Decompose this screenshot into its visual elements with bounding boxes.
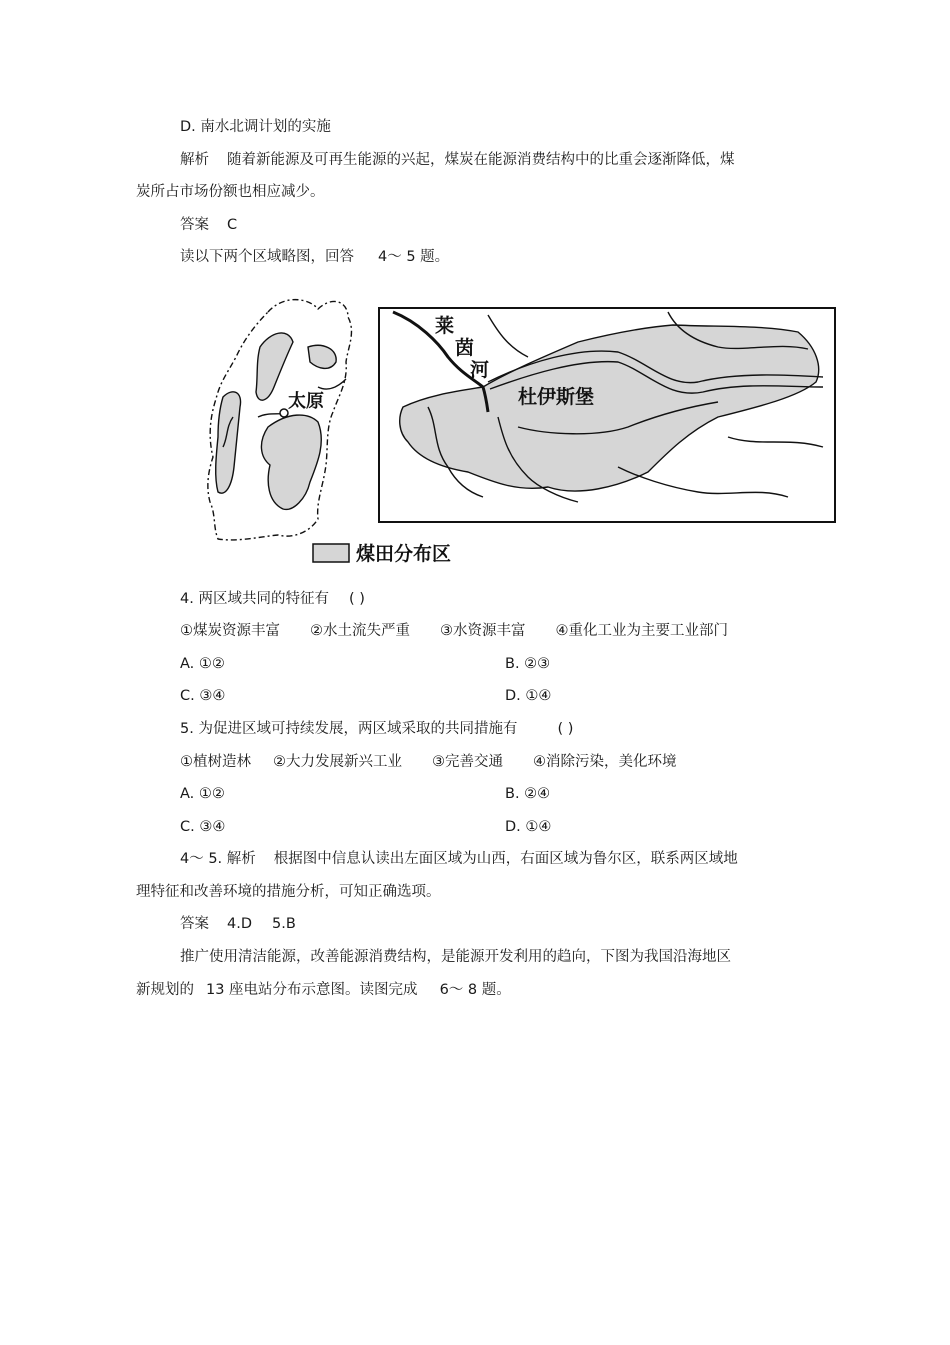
- answer45-line: [180, 915, 296, 933]
- taiyuan-city-marker: [280, 409, 288, 417]
- analysis-line-1: [180, 151, 735, 169]
- shanxi-river-3: [318, 379, 346, 389]
- shanxi-map: [208, 300, 352, 540]
- tail-line-2: [136, 981, 511, 999]
- tail-text-c: 6～ 8 题。: [439, 982, 511, 998]
- taiyuan-label: 太原: [288, 391, 324, 412]
- instruction-text: 读以下两个区域略图，回答: [180, 249, 354, 265]
- answer-label: 答案: [180, 217, 209, 233]
- rhine-label-char-3: 河: [470, 359, 490, 381]
- q5-option-c: C. ③④: [180, 819, 226, 835]
- read-maps-instruction: [180, 248, 449, 266]
- q4-item-4: ④重化工业为主要工业部门: [555, 623, 728, 639]
- q4-item-3: ③水资源丰富: [440, 623, 526, 639]
- q5-option-d: D. ①④: [505, 819, 552, 835]
- analysis45-label: 4～ 5. 解析: [180, 851, 256, 867]
- q5-items: [180, 753, 677, 771]
- q4-item-1: ①煤炭资源丰富: [180, 623, 280, 639]
- analysis45-line-2: 理特征和改善环境的措施分析，可知正确选项。: [136, 884, 441, 900]
- tail-text-b: 13 座电站分布示意图。读图完成: [206, 982, 418, 998]
- q4-paren: ( ): [348, 591, 365, 607]
- q5-item-3: ③完善交通: [432, 754, 503, 770]
- tail-text-a: 新规划的: [136, 982, 194, 998]
- analysis-text: 随着新能源及可再生能源的兴起，煤炭在能源消费结构中的比重会逐渐降低，煤: [227, 152, 735, 168]
- q5-paren: ( ): [557, 721, 574, 737]
- q4-stem: [180, 590, 365, 608]
- q5-stem-text: 5. 为促进区域可持续发展，两区域采取的共同措施有: [180, 721, 518, 737]
- legend-coal-swatch: [313, 544, 349, 562]
- q5-option-a: A. ①②: [180, 786, 225, 802]
- q4-option-a: A. ①②: [180, 656, 225, 672]
- q5-item-1: ①植树造林: [180, 754, 251, 770]
- q5-item-4: ④消除污染，美化环境: [533, 754, 677, 770]
- analysis-line-2: 炭所占市场份额也相应减少。: [136, 184, 325, 200]
- rhine-label-char-2: 茵: [455, 337, 475, 359]
- q5-stem: [180, 720, 573, 738]
- q4-item-2: ②水土流失严重: [310, 623, 410, 639]
- shanxi-coal-east: [308, 345, 336, 368]
- instruction-range: 4～ 5 题。: [378, 249, 450, 265]
- analysis45-text-1: 根据图中信息认读出左面区域为山西，右面区域为鲁尔区，联系两区域地: [273, 851, 738, 867]
- duisburg-label: 杜伊斯堡: [518, 386, 595, 408]
- legend-label: 煤田分布区: [356, 543, 452, 565]
- q4-option-d: D. ①④: [505, 688, 552, 704]
- shanxi-coal-central: [261, 415, 321, 509]
- q5-item-2: ②大力发展新兴工业: [273, 754, 402, 770]
- region-maps-figure: [198, 287, 838, 569]
- rhine-label-char-1: 莱: [435, 315, 455, 337]
- answer45-q4: 4.D: [227, 916, 252, 932]
- answer45-q5: 5.B: [272, 916, 296, 932]
- q4-option-c: C. ③④: [180, 688, 226, 704]
- answer45-label: 答案: [180, 916, 209, 932]
- q5-option-b: B. ②④: [505, 786, 551, 802]
- answer-line: [180, 216, 237, 234]
- q4-option-b: B. ②③: [505, 656, 551, 672]
- option-d-previous: D. 南水北调计划的实施: [180, 119, 331, 135]
- q4-stem-text: 4. 两区域共同的特征有: [180, 591, 329, 607]
- analysis-label: 解析: [180, 152, 209, 168]
- analysis45-line-1: [180, 850, 738, 868]
- q4-items: [180, 622, 728, 640]
- tail-line-1: 推广使用清洁能源，改善能源消费结构，是能源开发利用的趋向，下图为我国沿海地区: [180, 949, 731, 965]
- answer-value: C: [227, 217, 238, 233]
- shanxi-coal-west: [216, 392, 241, 493]
